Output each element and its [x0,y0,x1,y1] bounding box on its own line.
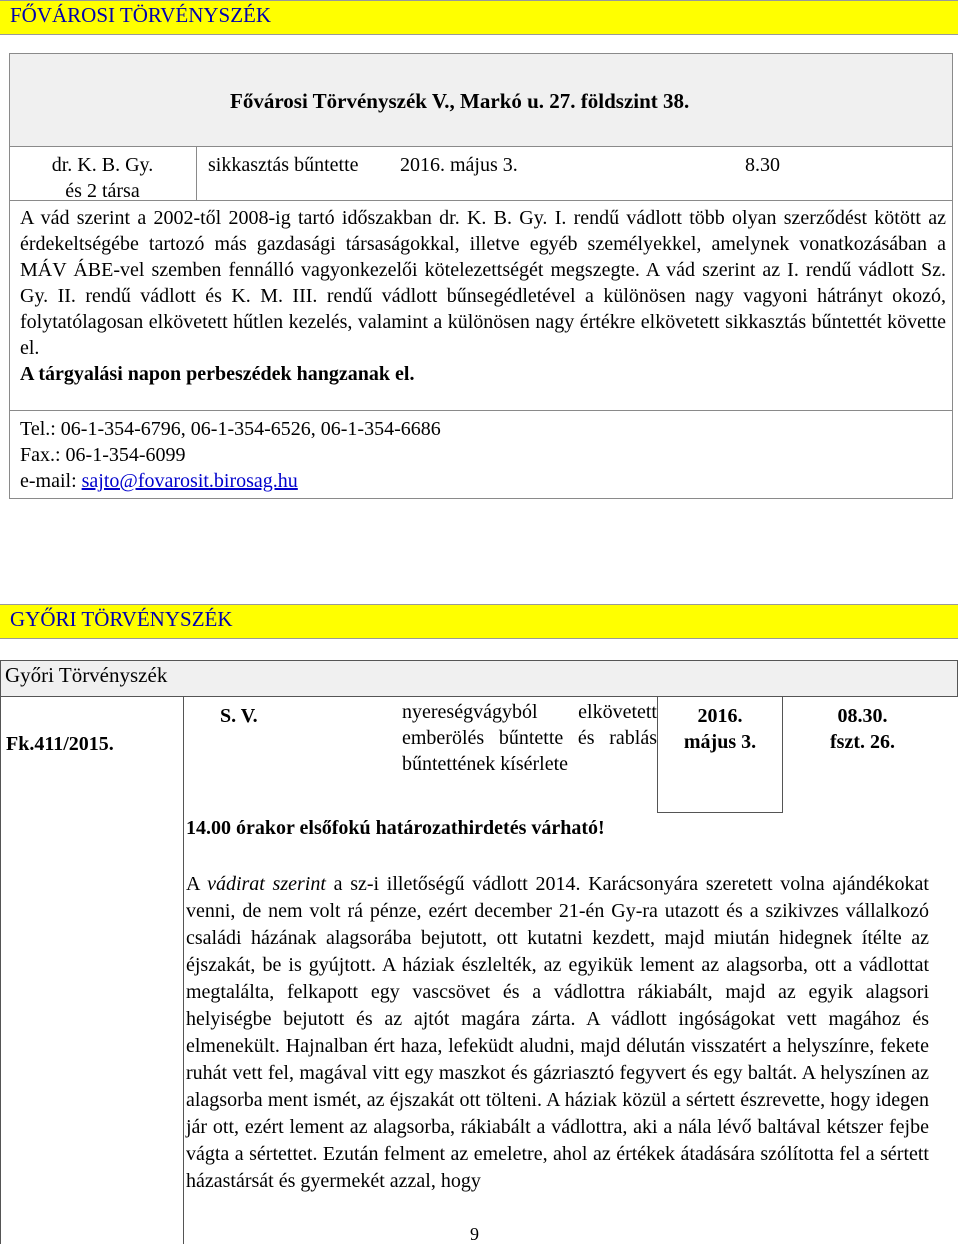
offense: nyereségvágyból elkövetett emberölés bűntette és rablás bűntettének kísérlete [402,701,657,775]
defendant-name: dr. K. B. Gy. és 2 társa [51,154,154,202]
row-divider [9,410,953,411]
row-divider [657,812,783,813]
page-number: 9 [470,1224,479,1244]
table-border-left [0,660,1,1244]
case-number: Fk.411/2015. [6,733,114,755]
defendant-name: S. V. [220,705,258,727]
verdict-announcement: 14.00 órakor elsőfokú határozathirdetés várható! [186,817,605,839]
section-title-text: FŐVÁROSI TÖRVÉNYSZÉK [10,3,272,27]
column-divider [183,696,184,1244]
hearing-time: 8.30 [745,154,780,176]
hearing-date: 2016. május 3. [400,154,518,176]
hearing-room: fszt. 26. [830,731,895,753]
hearing-time-room [790,703,935,755]
column-divider [196,147,197,200]
section-title-fovarosi [0,0,958,35]
row-divider [0,696,958,697]
contact-info [20,416,441,494]
email-link[interactable]: sajto@fovarosit.birosag.hu [81,470,298,492]
hearing-time: 08.30. [837,705,888,727]
notice-text: A tárgyalási napon perbeszédek hangzanak el. [20,363,415,385]
fax-number: Fax.: 06-1-354-6099 [20,444,186,466]
gyori-court-name: Győri Törvényszék [5,663,168,687]
case-description: A vád szerint a 2002-től 2008-ig tartó időszakban dr. K. B. Gy. I. rendű vádlott több olyan szerződést kötött az érdekeltségébe tartozó más gazdasági társaságokkal, illetve egyéb személyekkel, amelynek vonatkozásában a MÁV ÁBE-vel szemben fennálló vagyonkezelői kötelezettségét megszegte. A vád szerint az I. rendű vádlott Sz. Gy. II. rendű vádlott és K. M. III. rendű vádlott bűnsegédletével a különösen nagy vagyoni hátrányt okozó, folytatólagosan elkövetett hűtlen kezelés, valamint a különösen nagy értékre elkövetett sikkasztás bűntettét követte el. A tárgyalási napon perbeszédek hangzanak el. [20,207,946,385]
hearing-date: 2016. május 3. [683,705,757,753]
section-title-gyori [0,604,958,639]
table-border-top [0,660,958,661]
column-divider [782,696,783,813]
section-title-text: GYŐRI TÖRVÉNYSZÉK [10,607,233,631]
email-line: e-mail: sajto@fovarosit.birosag.hu [20,470,298,492]
column-divider [657,696,658,813]
table-border-right [957,660,958,696]
phone-numbers: Tel.: 06-1-354-6796, 06-1-354-6526, 06-1-354-6686 [20,418,441,440]
fovarosi-court-address: Fővárosi Törvényszék V., Markó u. 27. földszint 38. [230,89,690,113]
case-description: A vádirat szerint a sz-i illetőségű vádlott 2014. Karácsonyára szeretett volna ajándékokat venni, de nem volt rá pénze, ezért december 21-én Gy-ra utazott és a szikivzes vállalkozó családi házának alagsorába bejutott, ott kutatni kezdett, majd miután hidegnek ítélte az éjszakát, be is gyújtott. A háziak észlelték, az egyikük lement az alagsorba, ott a vádlottat megtalálta, felkapott egy vascsövet és a vádlottra rákiabált, majd az egyik alagsori helyiségbe bejutott és az ajtót magára zárta. A vádlott ingóságokat vett magához és elmenekült. Hajnalban ért haza, lefeküdt aludni, majd délután visszatért a helyszínre, fekete ruhát vett fel, magával vitt egy maszkot és gázriasztó fegyvert és egy baltát. A helyszínen az alagsorba ment ismét, az éjszakát ott tölteni. A háziak közül a sértett észrevette, hogy idegen jár ott, ezért lement az alagsorba, rákiabált a vádlottra, aki a nála lévő baltával kétszer fejbe vágta a sértettet. Ezután felment az emeletre, ahol az értékek átadására szólította fel a sértett házastársát és gyermekét azzal, hogy [186,873,929,1192]
offense: sikkasztás bűntette [208,154,359,176]
